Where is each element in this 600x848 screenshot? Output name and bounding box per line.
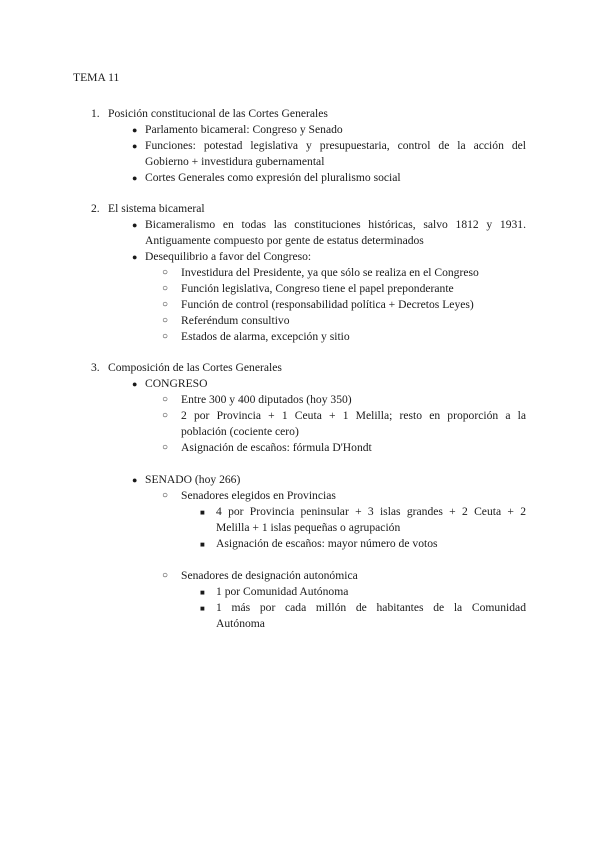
list-item-continuation: Gobierno + investidura gubernamental — [145, 155, 325, 168]
document-title: TEMA 11 — [73, 71, 120, 84]
sub-sub-list-item-continuation: Melilla + 1 islas pequeñas o agrupación — [216, 521, 401, 534]
square-icon: ■ — [200, 508, 205, 517]
list-item: Desequilibrio a favor del Congreso: — [145, 250, 312, 263]
list-item: Parlamento bicameral: Congreso y Senado — [145, 123, 343, 136]
sub-list-item: Senadores elegidos en Provincias — [181, 489, 336, 502]
sub-sub-list-item: 1 más por cada millón de habitantes de la Comunidad — [216, 601, 526, 614]
circle-icon: ○ — [162, 267, 169, 278]
bullet-icon: ● — [132, 125, 138, 135]
circle-icon: ○ — [162, 394, 169, 405]
bullet-icon: ● — [132, 475, 138, 485]
sub-list-item: Entre 300 y 400 diputados (hoy 350) — [181, 393, 352, 406]
sub-list-item: Senadores de designación autonómica — [181, 569, 358, 582]
sub-list-item: Investidura del Presidente, ya que sólo se realiza en el Congreso — [181, 266, 479, 279]
bullet-icon: ● — [132, 220, 138, 230]
circle-icon: ○ — [162, 410, 169, 421]
list-item: Bicameralismo en todas las constituciones históricas, salvo 1812 y 1931. — [145, 218, 526, 231]
section-heading: Posición constitucional de las Cortes Generales — [108, 107, 328, 120]
sub-list-item: Función de control (responsabilidad política + Decretos Leyes) — [181, 298, 474, 311]
bullet-icon: ● — [132, 252, 138, 262]
sub-list-item: 2 por Provincia + 1 Ceuta + 1 Melilla; resto en proporción a la — [181, 409, 526, 422]
section-heading: Composición de las Cortes Generales — [108, 361, 282, 374]
bullet-icon: ● — [132, 379, 138, 389]
sub-sub-list-item: 1 por Comunidad Autónoma — [216, 585, 349, 598]
square-icon: ■ — [200, 540, 205, 549]
section-number: 1. — [91, 107, 100, 120]
sub-list-item: Asignación de escaños: fórmula D'Hondt — [181, 441, 372, 454]
section-number: 2. — [91, 202, 100, 215]
circle-icon: ○ — [162, 490, 169, 501]
sub-list-item: Función legislativa, Congreso tiene el papel preponderante — [181, 282, 454, 295]
square-icon: ■ — [200, 604, 205, 613]
sub-list-item-continuation: población (cociente cero) — [181, 425, 299, 438]
list-item: Cortes Generales como expresión del pluralismo social — [145, 171, 401, 184]
circle-icon: ○ — [162, 283, 169, 294]
bullet-icon: ● — [132, 173, 138, 183]
circle-icon: ○ — [162, 442, 169, 453]
circle-icon: ○ — [162, 315, 169, 326]
circle-icon: ○ — [162, 331, 169, 342]
circle-icon: ○ — [162, 299, 169, 310]
circle-icon: ○ — [162, 570, 169, 581]
section-number: 3. — [91, 361, 100, 374]
list-item: Funciones: potestad legislativa y presupuestaria, control de la acción del — [145, 139, 526, 152]
section-heading: El sistema bicameral — [108, 202, 205, 215]
sub-list-item: Estados de alarma, excepción y sitio — [181, 330, 350, 343]
list-item-continuation: Antiguamente compuesto por gente de estatus determinados — [145, 234, 424, 247]
bullet-icon: ● — [132, 141, 138, 151]
sub-sub-list-item: 4 por Provincia peninsular + 3 islas grandes + 2 Ceuta + 2 — [216, 505, 526, 518]
square-icon: ■ — [200, 588, 205, 597]
sub-list-item: Referéndum consultivo — [181, 314, 290, 327]
sub-sub-list-item: Asignación de escaños: mayor número de votos — [216, 537, 438, 550]
list-item: SENADO (hoy 266) — [145, 473, 241, 486]
sub-sub-list-item-continuation: Autónoma — [216, 617, 265, 630]
list-item: CONGRESO — [145, 377, 208, 390]
